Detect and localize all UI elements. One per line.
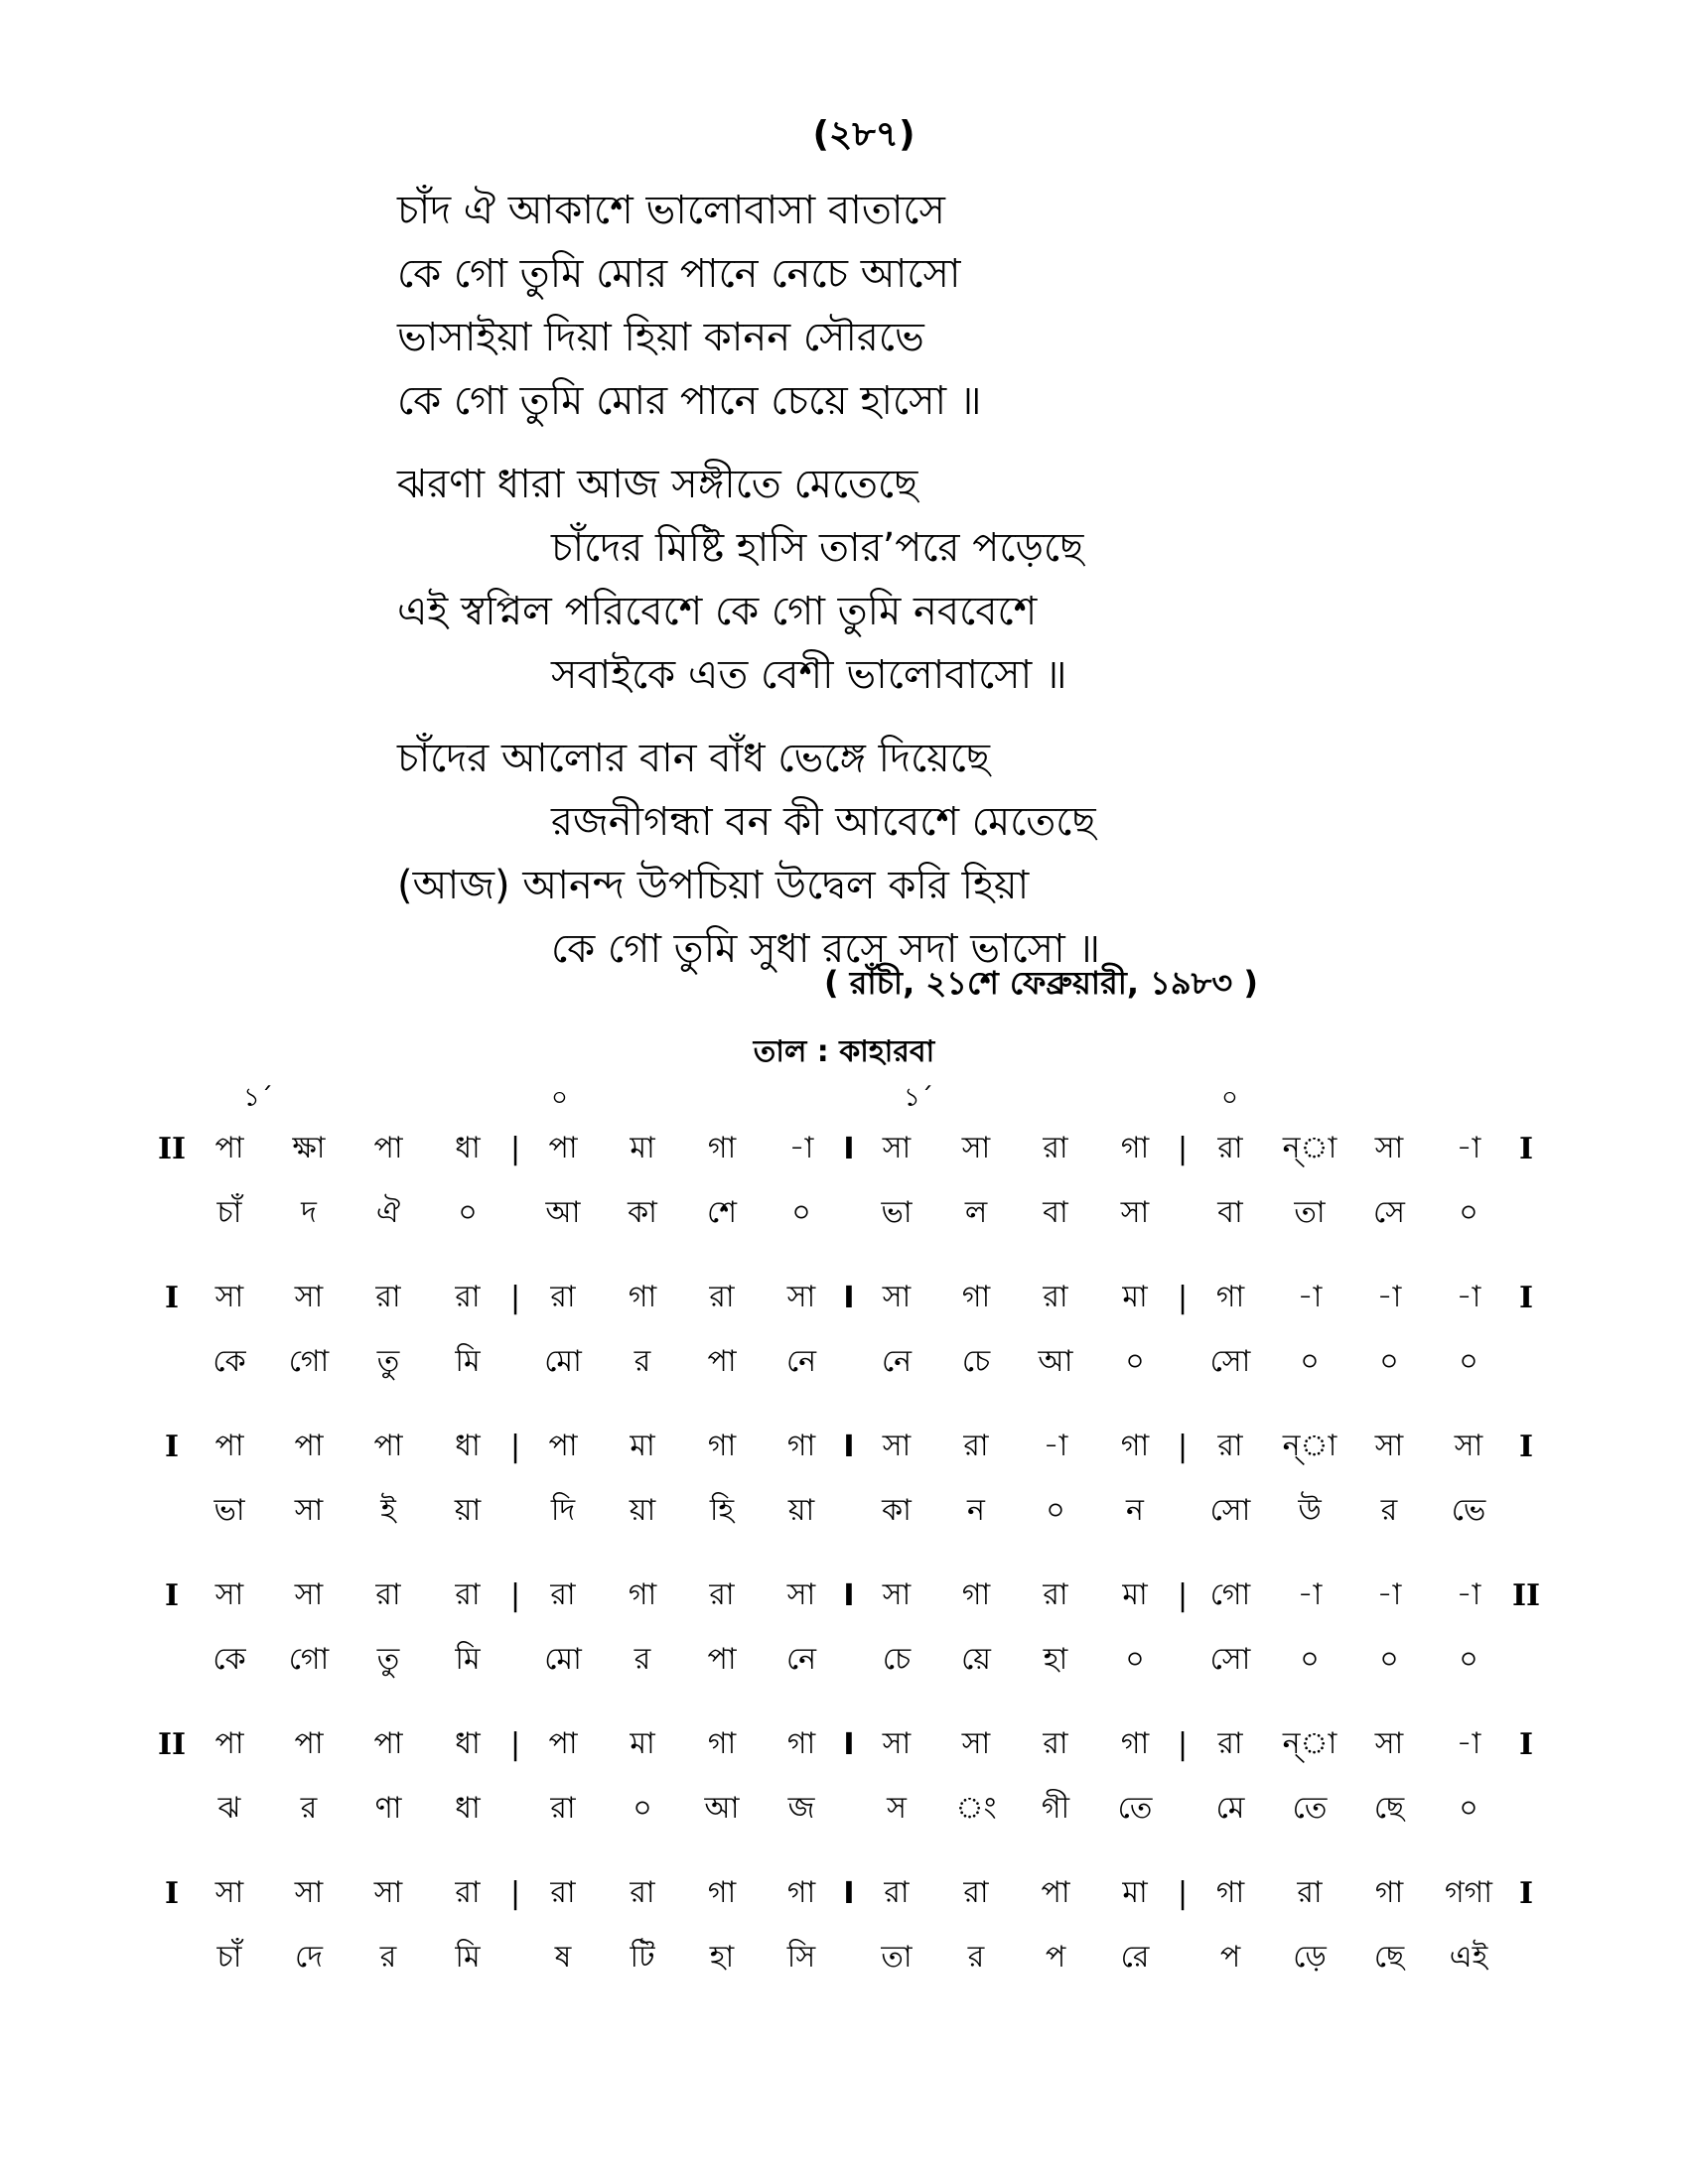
syllable-cell: মি (455, 1642, 481, 1677)
divider: I (843, 1281, 855, 1315)
syllable-cell: প (1045, 1940, 1066, 1975)
note-cell: মা (1122, 1280, 1148, 1314)
swaralipi-row (154, 1415, 1544, 1479)
note-cell: গা (1120, 1131, 1150, 1165)
syllable-cell: কে (212, 1344, 246, 1379)
syllable-cell: মি (455, 1344, 481, 1379)
syllable-cell: কা (628, 1195, 657, 1230)
note-cell: রা (1043, 1131, 1068, 1165)
note-cell: রা (550, 1577, 576, 1612)
note-cell: সা (294, 1577, 324, 1612)
bar-line: II (1511, 1578, 1541, 1613)
syllable-cell: দ (301, 1195, 317, 1230)
syllable-cell: সো (1209, 1493, 1251, 1528)
note-cell: রা (1217, 1429, 1243, 1463)
note-cell: রা (963, 1875, 989, 1910)
syllable-cell: এই (1449, 1940, 1488, 1975)
lyric-line: ভাসাইয়া দিয়া হিয়া কানন সৌরভে (397, 315, 924, 360)
notation-block (154, 1117, 1544, 1246)
note-cell: সা (214, 1577, 244, 1612)
syllable-cell: উ (1298, 1493, 1322, 1528)
note-cell: রা (550, 1875, 576, 1910)
lyric-line: সবাইকে এত বেশী ভালোবাসো ॥ (551, 652, 1067, 698)
syllable-cell: র (379, 1940, 397, 1975)
syllable-cell: ০ (1125, 1642, 1145, 1677)
syllable-cell: ছে (1373, 1940, 1405, 1975)
syllable-cell: রা (550, 1791, 576, 1826)
syllable-cell: র (300, 1791, 318, 1826)
syllable-cell: ছে (1373, 1791, 1405, 1826)
divider: | (509, 1578, 521, 1613)
note-cell: -া (1376, 1577, 1402, 1612)
syllable-cell: আ (704, 1791, 740, 1826)
divider: | (1177, 1132, 1189, 1166)
syllable-cell: ন (967, 1493, 985, 1528)
syllable-cell: তে (1292, 1791, 1328, 1826)
divider: | (509, 1727, 521, 1762)
divider: I (843, 1578, 855, 1613)
note-cell: গা (628, 1577, 657, 1612)
note-cell: পা (214, 1429, 244, 1463)
note-cell: -া (1297, 1280, 1323, 1314)
divider: | (509, 1281, 521, 1315)
note-cell: রা (884, 1875, 910, 1910)
notation-block (154, 1266, 1544, 1395)
lyric-syllable-row (154, 1479, 1544, 1544)
note-cell: রা (709, 1577, 735, 1612)
note-cell: মা (630, 1131, 655, 1165)
syllable-cell: আ (545, 1195, 581, 1230)
note-cell: ন্া (1282, 1131, 1337, 1165)
note-cell: -া (1456, 1280, 1481, 1314)
syllable-cell: চাঁ (216, 1940, 242, 1975)
lyrics (397, 179, 1390, 1001)
note-cell: গা (1215, 1875, 1245, 1910)
note-cell: -া (1456, 1577, 1481, 1612)
note-cell: গগা (1444, 1875, 1493, 1910)
note-cell: রা (1217, 1131, 1243, 1165)
note-cell: পা (294, 1726, 324, 1761)
syllable-cell: প (1219, 1940, 1241, 1975)
lyric-syllable-row (154, 1777, 1544, 1842)
divider: | (1177, 1430, 1189, 1464)
syllable-cell: সে (1373, 1195, 1405, 1230)
lyric-line: কে গো তুমি মোর পানে চেয়ে হাসো ॥ (397, 378, 982, 424)
page-number: (২৮৭) (812, 114, 915, 155)
syllable-cell: ঝ (217, 1791, 241, 1826)
note-cell: সা (294, 1280, 324, 1314)
syllable-cell: মে (1215, 1791, 1245, 1826)
syllable-cell: তু (376, 1642, 400, 1677)
note-cell: পা (294, 1429, 324, 1463)
note-cell: গা (1120, 1726, 1150, 1761)
beat-mark: ১´ (243, 1083, 273, 1113)
note-cell: সা (882, 1726, 912, 1761)
syllable-cell: কা (882, 1493, 912, 1528)
note-cell: পা (214, 1131, 244, 1165)
syllable-cell: আ (1038, 1344, 1073, 1379)
syllable-cell: ০ (1300, 1344, 1320, 1379)
note-cell: রা (550, 1280, 576, 1314)
lyric-syllable-row (154, 1330, 1544, 1395)
syllable-cell: ০ (1046, 1493, 1065, 1528)
note-cell: গা (786, 1875, 816, 1910)
note-cell: সা (373, 1875, 403, 1910)
note-cell: রা (630, 1875, 655, 1910)
notation-block (154, 1564, 1544, 1693)
syllable-cell: সো (1209, 1642, 1251, 1677)
divider: | (509, 1132, 521, 1166)
syllable-cell: য়া (454, 1493, 482, 1528)
note-cell: রা (455, 1577, 481, 1612)
bar-line: I (164, 1578, 180, 1613)
syllable-cell: তা (1294, 1195, 1326, 1230)
note-cell: ন্া (1282, 1726, 1337, 1761)
divider: | (509, 1876, 521, 1911)
note-cell: সা (882, 1429, 912, 1463)
lyric-line: (আজ) আনন্দ উপচিয়া উদ্বেল করি হিয়া (397, 863, 1030, 908)
syllable-cell: স (887, 1791, 907, 1826)
syllable-cell: ০ (1459, 1195, 1478, 1230)
syllable-cell: চে (882, 1642, 912, 1677)
note-cell: পা (1041, 1875, 1070, 1910)
note-cell: সা (1374, 1131, 1404, 1165)
note-cell: ক্ষা (292, 1131, 326, 1165)
beat-marks (154, 1077, 1544, 1117)
swaralipi-row (154, 1266, 1544, 1330)
syllable-cell: ল (964, 1195, 988, 1230)
syllable-cell: ভা (213, 1493, 245, 1528)
lyric-syllable-row (154, 1628, 1544, 1693)
syllable-cell: সা (294, 1493, 324, 1528)
note-cell: গা (786, 1429, 816, 1463)
note-cell: সা (961, 1726, 991, 1761)
note-cell: সা (1374, 1726, 1404, 1761)
note-cell: পা (548, 1429, 578, 1463)
syllable-cell: তা (881, 1940, 913, 1975)
taal-heading: তাল : কাহারবা (753, 1034, 935, 1069)
divider: I (843, 1132, 855, 1166)
note-cell: গা (1374, 1875, 1404, 1910)
syllable-cell: সা (1120, 1195, 1150, 1230)
swaralipi-row (154, 1861, 1544, 1926)
note-cell: সা (1454, 1429, 1483, 1463)
syllable-cell: গো (288, 1642, 330, 1677)
note-cell: সা (1374, 1429, 1404, 1463)
syllable-cell: হা (709, 1940, 735, 1975)
note-cell: গা (961, 1577, 991, 1612)
syllable-cell: য়া (629, 1493, 656, 1528)
beat-mark: ০ (1221, 1083, 1238, 1113)
divider: I (843, 1876, 855, 1911)
syllable-cell: দে (295, 1940, 323, 1975)
swaralipi-row (154, 1564, 1544, 1628)
lyric-line: কে গো তুমি সুধা রসে সদা ভাসো ॥ (551, 926, 1101, 972)
syllable-cell: চাঁ (216, 1195, 242, 1230)
note-cell: গা (1215, 1280, 1245, 1314)
note-cell: -া (1043, 1429, 1068, 1463)
syllable-cell: ঐ (375, 1195, 401, 1230)
syllable-cell: র (633, 1344, 651, 1379)
note-cell: গা (786, 1726, 816, 1761)
note-cell: -া (1376, 1280, 1402, 1314)
syllable-cell: য়া (787, 1493, 815, 1528)
syllable-cell: নে (785, 1642, 817, 1677)
syllable-cell: পা (707, 1642, 737, 1677)
beat-mark: ১´ (904, 1083, 933, 1113)
syllable-cell: ভে (1451, 1493, 1486, 1528)
syllable-cell: বা (1043, 1195, 1068, 1230)
syllable-cell: ০ (1125, 1344, 1145, 1379)
note-cell: সা (786, 1280, 816, 1314)
syllable-cell: দি (550, 1493, 576, 1528)
lyric-syllable-row (154, 1926, 1544, 1990)
note-cell: ধা (455, 1131, 481, 1165)
note-cell: গা (961, 1280, 991, 1314)
divider: | (1177, 1578, 1189, 1613)
notation-block (154, 1415, 1544, 1544)
note-cell: -া (1297, 1577, 1323, 1612)
bar-line: I (164, 1281, 180, 1315)
syllable-cell: নে (881, 1344, 913, 1379)
syllable-cell: ষ (554, 1940, 572, 1975)
syllable-cell: মি (455, 1940, 481, 1975)
note-cell: সা (882, 1577, 912, 1612)
note-cell: মা (630, 1429, 655, 1463)
bar-line: II (157, 1132, 187, 1166)
beat-mark: ০ (551, 1083, 568, 1113)
stanza (397, 453, 1390, 707)
note-cell: রা (455, 1280, 481, 1314)
lyric-line: কে গো তুমি মোর পানে নেচে আসো (397, 251, 961, 297)
syllable-cell: মো (544, 1344, 582, 1379)
lyric-line: রজনীগন্ধা বন কী আবেশে মেতেছে (551, 799, 1096, 845)
note-cell: রা (375, 1280, 401, 1314)
syllable-cell: র (967, 1940, 985, 1975)
syllable-cell: ০ (1459, 1642, 1478, 1677)
syllable-cell: পা (707, 1344, 737, 1379)
syllable-cell: হি (709, 1493, 735, 1528)
notation-table (154, 1077, 1544, 2010)
attribution: ( রাঁচী, ২১শে ফেব্রুয়ারী, ১৯৮৩ ) (824, 964, 1259, 1002)
note-cell: গা (707, 1726, 737, 1761)
note-cell: রা (1043, 1726, 1068, 1761)
syllable-cell: গো (288, 1344, 330, 1379)
syllable-cell: তে (1117, 1791, 1153, 1826)
note-cell: মা (630, 1726, 655, 1761)
syllable-cell: ০ (633, 1791, 652, 1826)
divider: | (1177, 1727, 1189, 1762)
lyric-line: চাঁদের আলোর বান বাঁধ ভেঙ্গে দিয়েছে (397, 736, 991, 781)
note-cell: সা (786, 1577, 816, 1612)
note-cell: সা (961, 1131, 991, 1165)
note-cell: গা (707, 1875, 737, 1910)
syllable-cell: ই (380, 1493, 396, 1528)
syllable-cell: ০ (458, 1195, 478, 1230)
syllable-cell: ং (955, 1791, 997, 1826)
syllable-cell: সি (786, 1940, 816, 1975)
bar-line: I (1518, 1430, 1534, 1464)
note-cell: সা (294, 1875, 324, 1910)
stanza (397, 727, 1390, 981)
bar-line: I (164, 1430, 180, 1464)
note-cell: গা (628, 1280, 657, 1314)
bar-line: I (1518, 1876, 1534, 1911)
syllable-cell: ০ (1300, 1642, 1320, 1677)
syllable-cell: ০ (791, 1195, 811, 1230)
note-cell: রা (1043, 1577, 1068, 1612)
bar-line: I (164, 1876, 180, 1911)
swaralipi-row (154, 1712, 1544, 1777)
note-cell: মা (1122, 1577, 1148, 1612)
bar-line: II (157, 1727, 187, 1762)
syllable-cell: জ (787, 1791, 815, 1826)
note-cell: পা (548, 1726, 578, 1761)
syllable-cell: নে (785, 1344, 817, 1379)
note-cell: পা (214, 1726, 244, 1761)
note-cell: -া (1456, 1726, 1481, 1761)
note-cell: রা (709, 1280, 735, 1314)
note-cell: সা (214, 1875, 244, 1910)
divider: | (509, 1430, 521, 1464)
syllable-cell: ০ (1379, 1344, 1399, 1379)
syllable-cell: হা (1043, 1642, 1068, 1677)
note-cell: পা (373, 1131, 403, 1165)
lyric-line: এই স্বপ্নিল পরিবেশে কে গো তুমি নববেশে (397, 589, 1038, 634)
syllable-cell: বা (1217, 1195, 1243, 1230)
divider: | (1177, 1281, 1189, 1315)
syllable-cell: ন (1126, 1493, 1144, 1528)
bar-line: I (1518, 1727, 1534, 1762)
note-cell: রা (375, 1577, 401, 1612)
note-cell: -া (1456, 1131, 1481, 1165)
notation-block (154, 1712, 1544, 1842)
syllable-cell: তু (376, 1344, 400, 1379)
lyric-line: ঝরণা ধারা আজ সঙ্গীতে মেতেছে (397, 462, 918, 507)
divider: | (1177, 1876, 1189, 1911)
note-cell: গা (1120, 1429, 1150, 1463)
syllable-cell: ০ (1459, 1791, 1478, 1826)
syllable-cell: ণা (374, 1791, 402, 1826)
note-cell: গা (707, 1429, 737, 1463)
syllable-cell: মো (544, 1642, 582, 1677)
syllable-cell: রে (1120, 1940, 1150, 1975)
swaralipi-row (154, 1117, 1544, 1181)
syllable-cell: র (1380, 1493, 1398, 1528)
note-cell: রা (1043, 1280, 1068, 1314)
syllable-cell: ভা (881, 1195, 913, 1230)
syllable-cell: ড়ে (1293, 1940, 1327, 1975)
note-cell: সা (882, 1280, 912, 1314)
note-cell: পা (548, 1131, 578, 1165)
note-cell: রা (963, 1429, 989, 1463)
note-cell: ন্া (1282, 1429, 1337, 1463)
divider: I (843, 1727, 855, 1762)
syllable-cell: কে (212, 1642, 246, 1677)
syllable-cell: ধা (455, 1791, 481, 1826)
lyric-line: চাঁদ ঐ আকাশে ভালোবাসা বাতাসে (397, 188, 945, 233)
note-cell: সা (882, 1131, 912, 1165)
note-cell: -া (788, 1131, 814, 1165)
syllable-cell: র (633, 1642, 651, 1677)
syllable-cell: টি (630, 1940, 655, 1975)
lyric-syllable-row (154, 1181, 1544, 1246)
note-cell: সা (214, 1280, 244, 1314)
lyric-line: চাঁদের মিষ্টি হাসি তার’পরে পড়েছে (551, 525, 1084, 571)
note-cell: রা (455, 1875, 481, 1910)
syllable-cell: শে (707, 1195, 737, 1230)
note-cell: পা (373, 1429, 403, 1463)
syllable-cell: ০ (1459, 1344, 1478, 1379)
note-cell: রা (1297, 1875, 1323, 1910)
note-cell: রা (1217, 1726, 1243, 1761)
divider: I (843, 1430, 855, 1464)
syllable-cell: য়ে (961, 1642, 991, 1677)
note-cell: মা (1122, 1875, 1148, 1910)
bar-line: I (1518, 1281, 1534, 1315)
stanza (397, 179, 1390, 433)
syllable-cell: গী (1041, 1791, 1070, 1826)
bar-line: I (1518, 1132, 1534, 1166)
note-cell: গো (1209, 1577, 1251, 1612)
note-cell: ধা (455, 1429, 481, 1463)
note-cell: গা (707, 1131, 737, 1165)
syllable-cell: ০ (1379, 1642, 1399, 1677)
syllable-cell: সো (1209, 1344, 1251, 1379)
syllable-cell: চে (961, 1344, 991, 1379)
note-cell: পা (373, 1726, 403, 1761)
notation-block (154, 1861, 1544, 1990)
note-cell: ধা (455, 1726, 481, 1761)
